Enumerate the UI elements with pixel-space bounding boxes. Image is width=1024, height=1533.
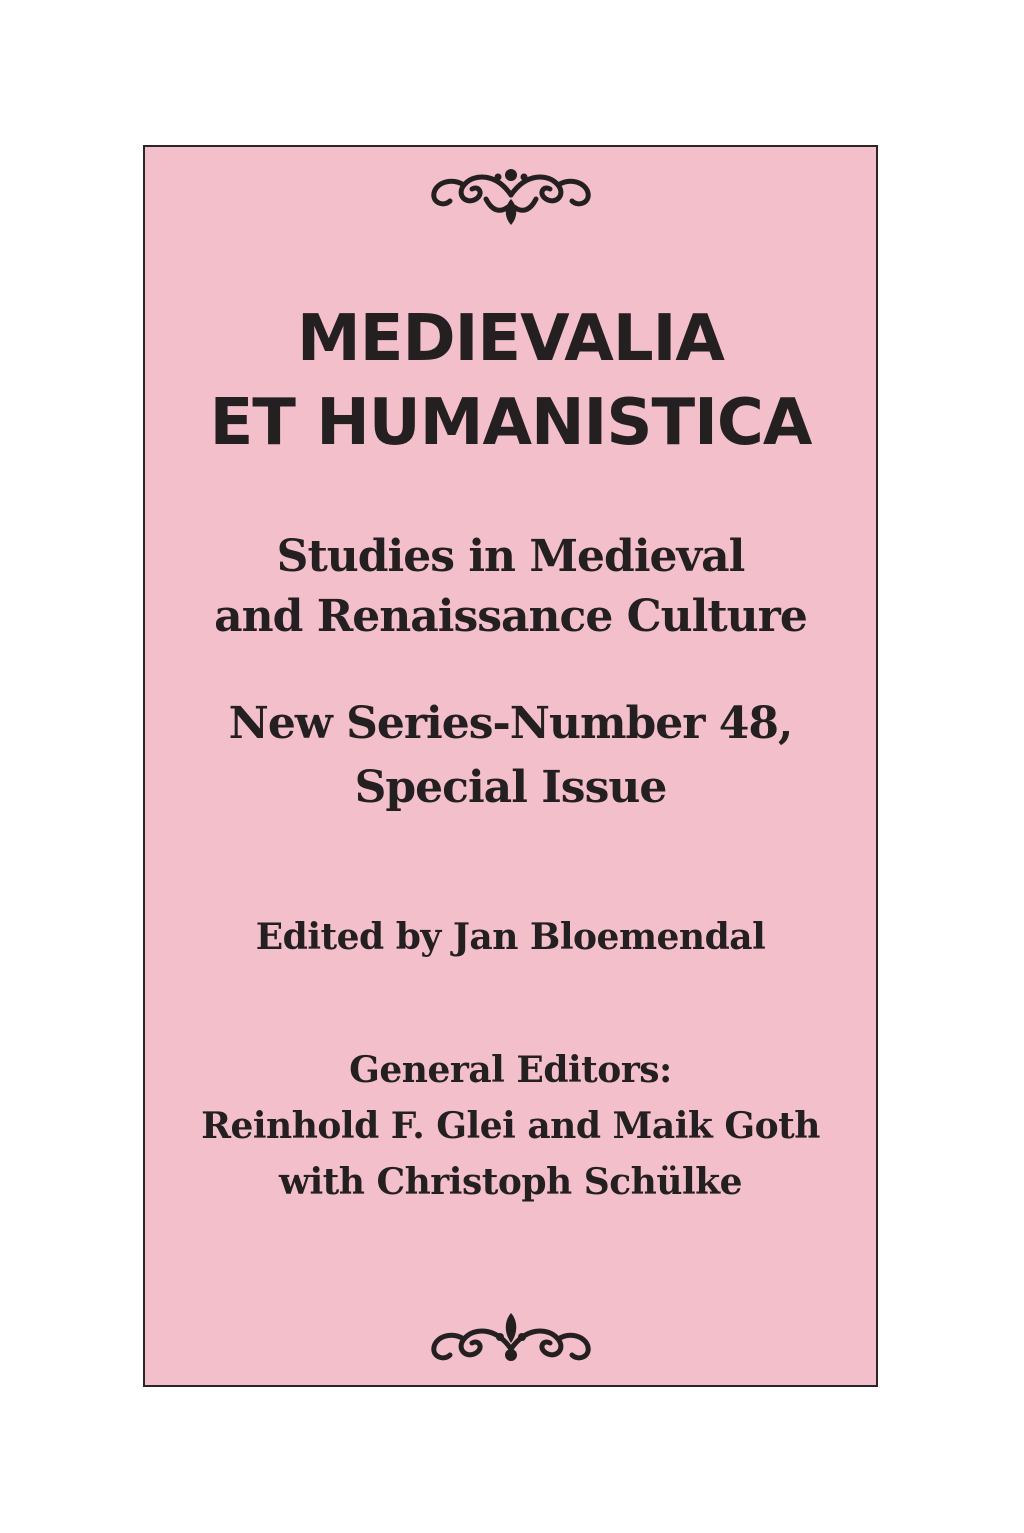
series-title-line2: ET HUMANISTICA bbox=[209, 386, 812, 460]
series-title-line1: MEDIEVALIA bbox=[297, 302, 724, 376]
bottom-fleuron-ornament-icon bbox=[426, 1309, 596, 1381]
general-editors-heading: General Editors: bbox=[349, 1049, 672, 1091]
series-title bbox=[145, 297, 876, 381]
general-editors-line1: Reinhold F. Glei and Maik Goth bbox=[201, 1105, 820, 1147]
issue-line1: New Series-Number 48, bbox=[228, 698, 793, 749]
cover-panel bbox=[143, 145, 878, 1387]
series-title-second bbox=[145, 381, 876, 465]
subtitle bbox=[145, 527, 876, 647]
edited-by: Edited by Jan Bloemendal bbox=[255, 916, 766, 958]
general-editors bbox=[145, 1042, 876, 1210]
issue-line2: Special Issue bbox=[354, 762, 667, 813]
general-editors-line2: with Christoph Schülke bbox=[278, 1161, 743, 1203]
top-fleuron-ornament-icon bbox=[426, 155, 596, 227]
subtitle-line2: and Renaissance Culture bbox=[214, 591, 807, 642]
subtitle-line1: Studies in Medieval bbox=[276, 531, 745, 582]
issue-info bbox=[145, 692, 876, 820]
